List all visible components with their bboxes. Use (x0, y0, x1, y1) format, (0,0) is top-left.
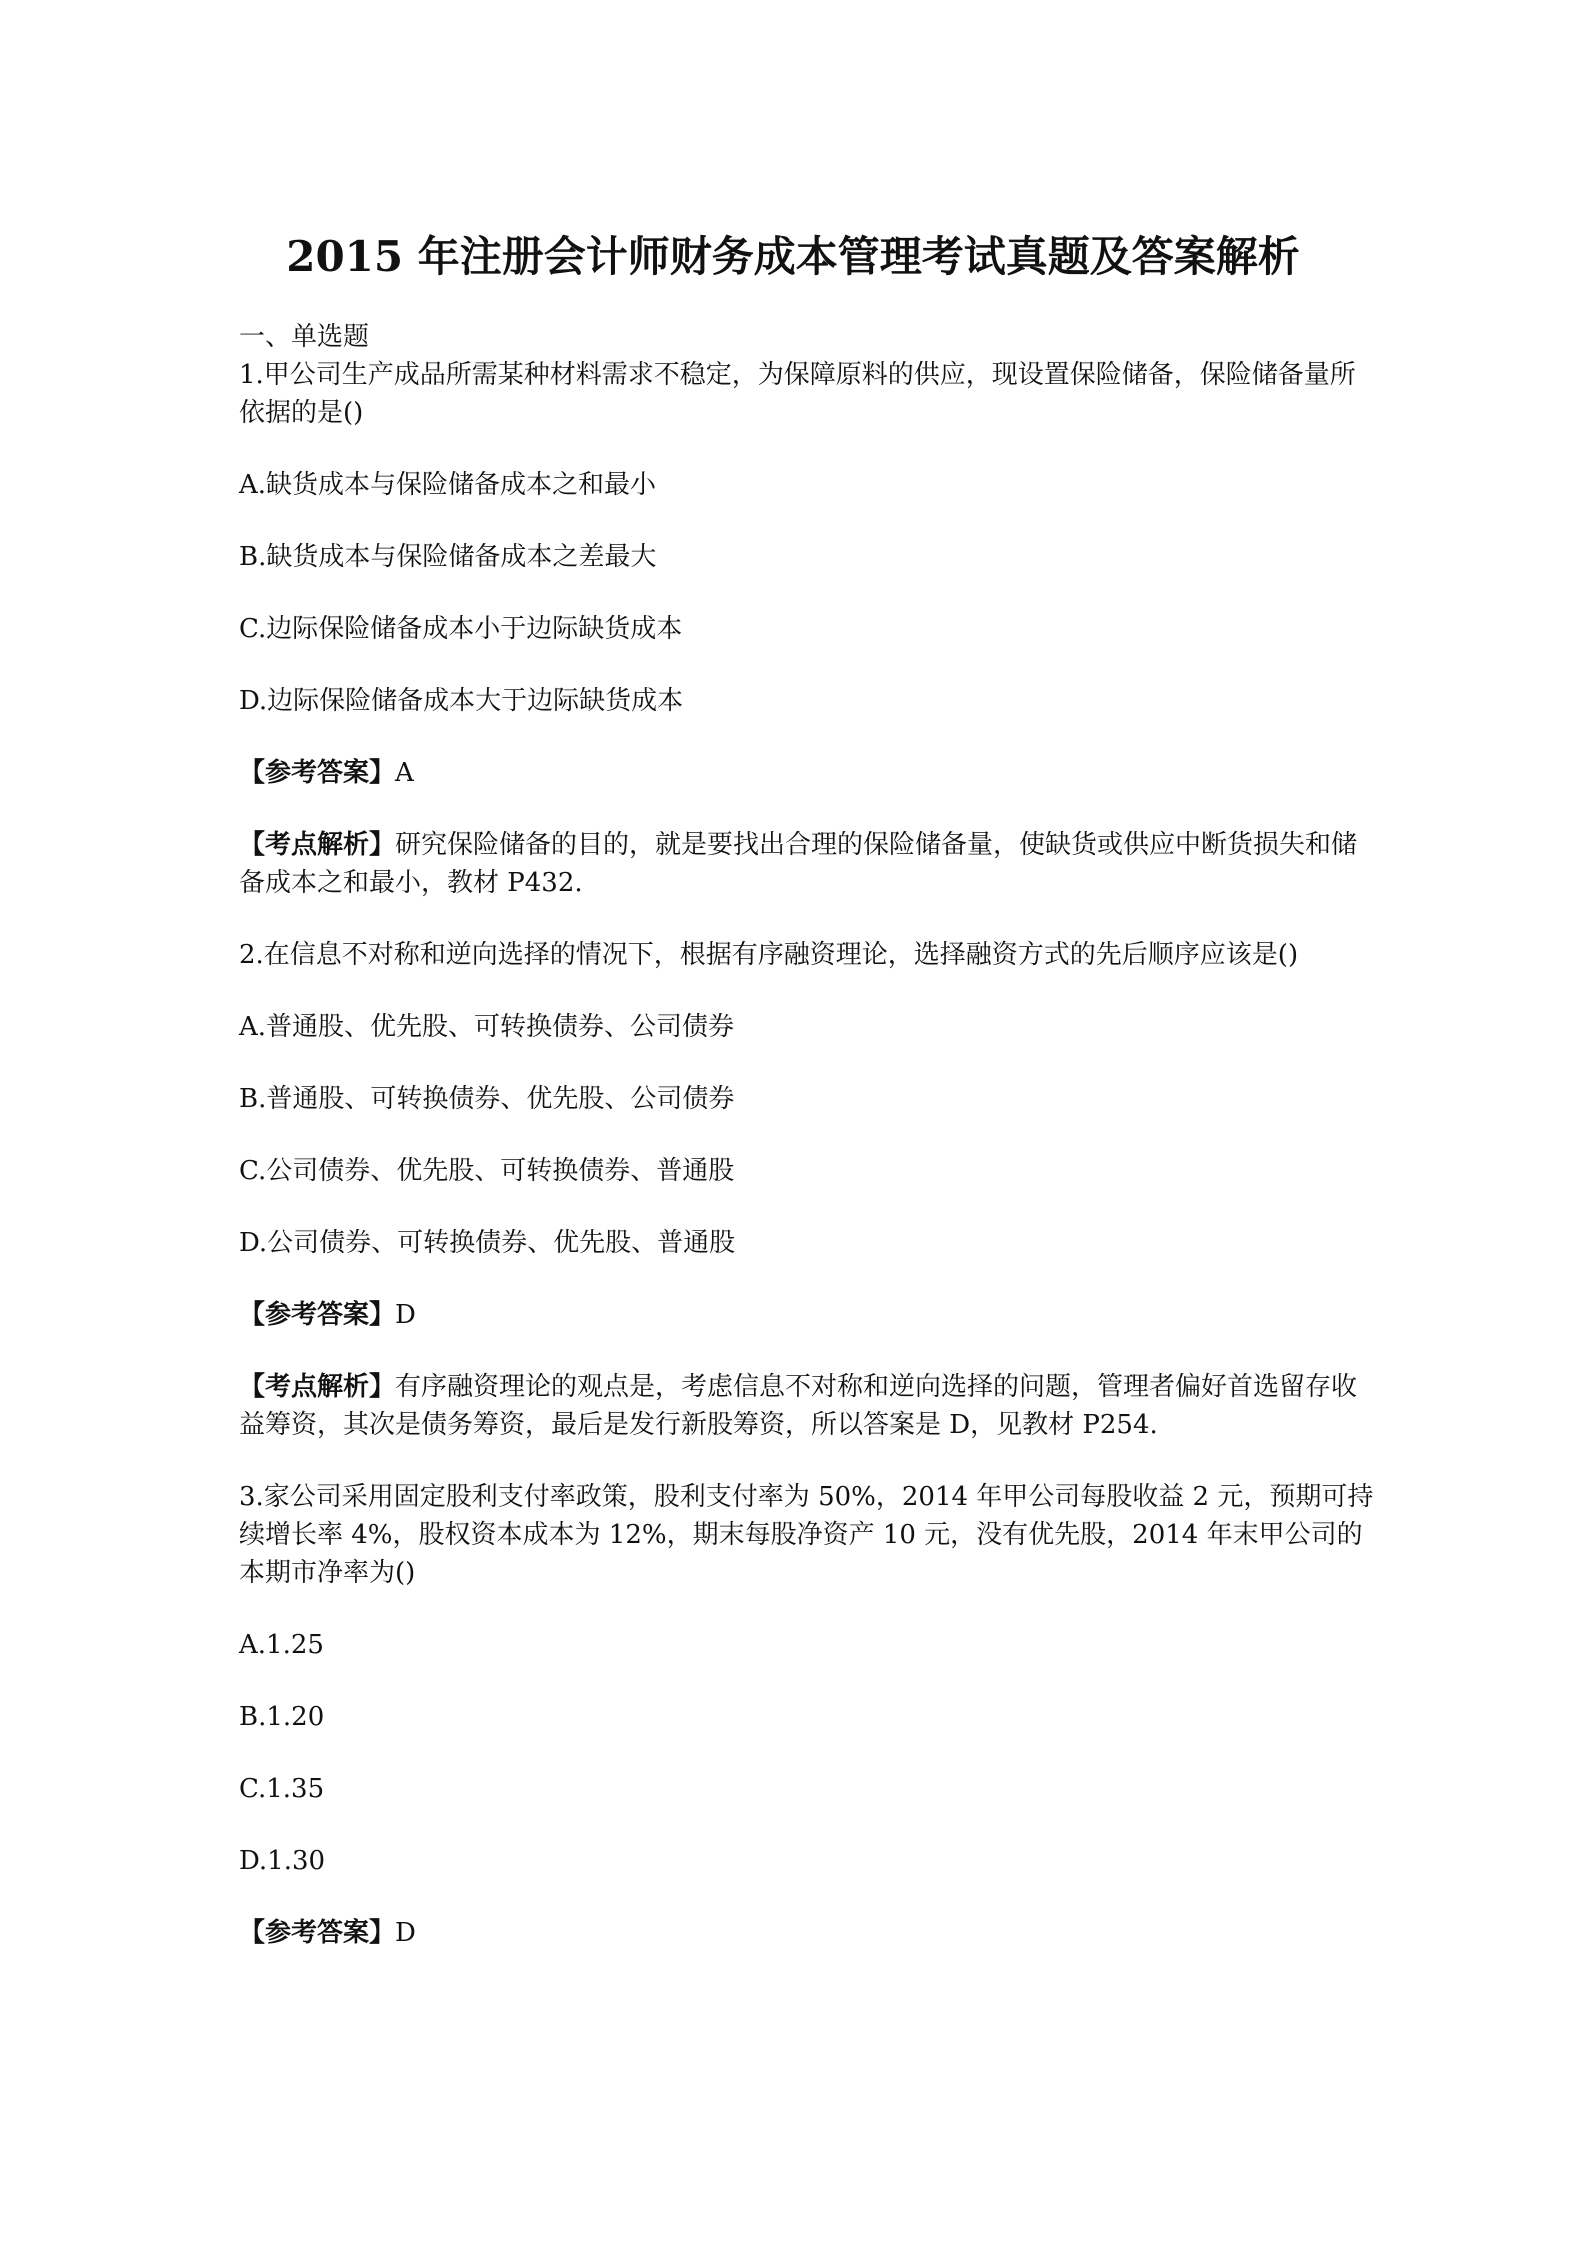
document-body (239, 318, 1374, 1986)
question-stem: 3.家公司采用固定股利支付率政策，股利支付率为 50%，2014 年甲公司每股收益 2 元，预期可持续增长率 4%，股权资本成本为 12%，期末每股净资产 10 元，没有优先股，2014 年末甲公司的本期市净率为() (239, 1482, 1374, 1588)
reference-answer (239, 1296, 1374, 1334)
question-1 (239, 356, 1374, 902)
reference-answer (239, 1914, 1374, 1952)
option-d: D.1.30 (239, 1846, 326, 1876)
analysis-label: 【考点解析】 (239, 1372, 396, 1402)
question-stem: 1.甲公司生产成品所需某种材料需求不稳定，为保障原料的供应，现设置保险储备，保险储备量所依据的是() (239, 360, 1356, 428)
option-d: D.边际保险储备成本大于边际缺货成本 (239, 686, 684, 716)
answer-label: 【参考答案】 (239, 1300, 396, 1330)
option-b: B.1.20 (239, 1702, 325, 1732)
answer-value: A (395, 758, 414, 788)
option-a: A.缺货成本与保险储备成本之和最小 (239, 470, 657, 500)
analysis-label: 【考点解析】 (239, 830, 396, 860)
option-a: A.1.25 (239, 1630, 324, 1660)
answer-value: D (395, 1918, 416, 1948)
option-c: C.1.35 (239, 1774, 325, 1804)
question-stem: 2.在信息不对称和逆向选择的情况下，根据有序融资理论，选择融资方式的先后顺序应该是() (239, 940, 1299, 970)
question-3 (239, 1478, 1374, 1952)
analysis-text: 研究保险储备的目的，就是要找出合理的保险储备量，使缺货或供应中断货损失和储备成本之和最小，教材 P432. (239, 830, 1358, 898)
analysis-text: 有序融资理论的观点是，考虑信息不对称和逆向选择的问题，管理者偏好首选留存收益筹资，其次是债务筹资，最后是发行新股筹资，所以答案是 D，见教材 P254. (239, 1372, 1358, 1440)
reference-answer (239, 754, 1374, 792)
option-b: B.缺货成本与保险储备成本之差最大 (239, 542, 657, 572)
answer-value: D (395, 1300, 416, 1330)
option-c: C.公司债券、优先股、可转换债券、普通股 (239, 1156, 735, 1186)
answer-label: 【参考答案】 (239, 1918, 396, 1948)
answer-analysis (239, 826, 1374, 902)
section-heading: 一、单选题 (239, 322, 370, 352)
question-2 (239, 936, 1374, 1444)
document-title: 2015 年注册会计师财务成本管理考试真题及答案解析 (286, 232, 1300, 281)
answer-analysis (239, 1368, 1374, 1444)
option-c: C.边际保险储备成本小于边际缺货成本 (239, 614, 683, 644)
option-d: D.公司债券、可转换债券、优先股、普通股 (239, 1228, 736, 1258)
option-b: B.普通股、可转换债券、优先股、公司债券 (239, 1084, 735, 1114)
answer-label: 【参考答案】 (239, 758, 396, 788)
option-a: A.普通股、优先股、可转换债券、公司债券 (239, 1012, 735, 1042)
